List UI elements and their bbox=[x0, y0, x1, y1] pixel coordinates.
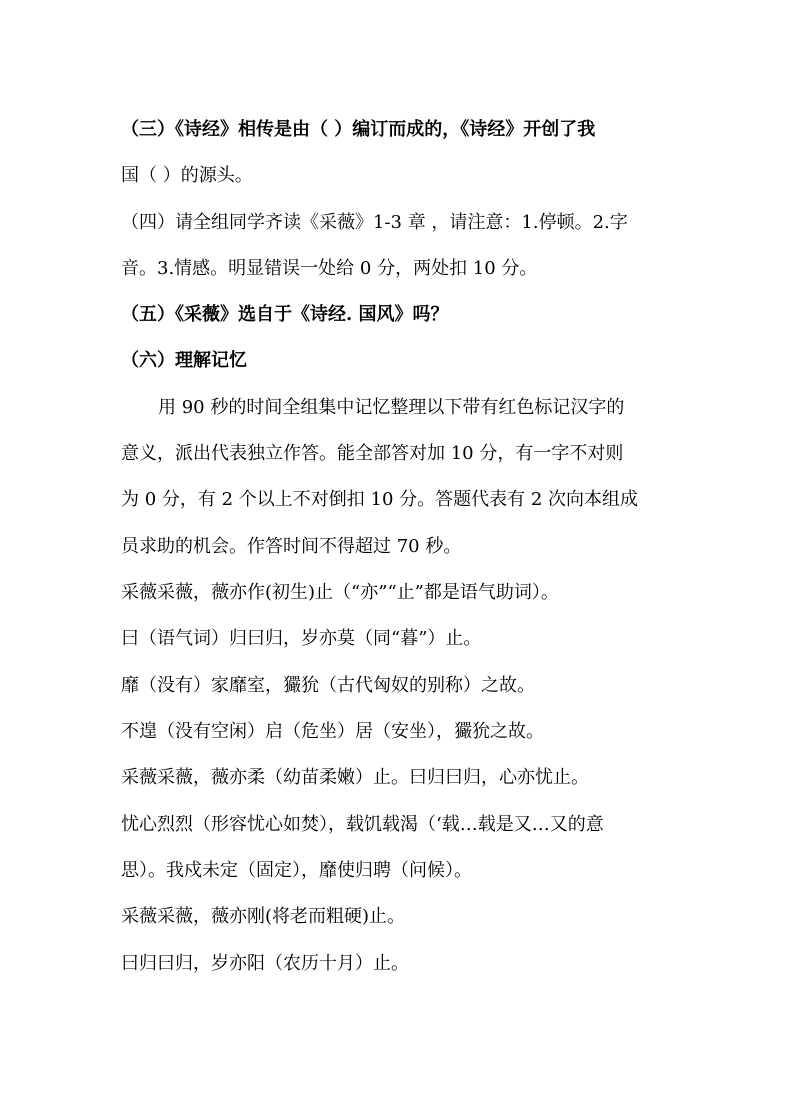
instruction-line-1: 用 90 秒的时间全组集中记忆整理以下带有红色标记汉字的 bbox=[158, 397, 625, 418]
question-three-line-2: 国（ ）的源头。 bbox=[121, 165, 253, 186]
instruction-line-4: 员求助的机会。作答时间不得超过 70 秒。 bbox=[121, 536, 462, 557]
poem-note-line-9: 曰归曰归，岁亦阳（农历十月）止。 bbox=[121, 953, 409, 974]
poem-note-line-2: 曰（语气词）归曰归，岁亦莫（同“暮”）止。 bbox=[121, 628, 482, 649]
question-four-line-2: 音。3.情感。明显错误一处给 0 分，两处扣 10 分。 bbox=[121, 258, 538, 279]
poem-note-line-1: 采薇采薇，薇亦作(初生)止（“亦”“止”都是语气助词）。 bbox=[121, 582, 559, 603]
poem-note-line-6: 忧心烈烈（形容忧心如焚），载饥载渴（‘载…载是又…又的意 bbox=[121, 814, 604, 835]
poem-note-line-8: 采薇采薇，薇亦刚(将老而粗硬)止。 bbox=[121, 906, 406, 927]
poem-note-line-4: 不遑（没有空闲）启（危坐）居（安坐），玁狁之故。 bbox=[121, 721, 544, 742]
poem-note-line-5: 采薇采薇，薇亦柔（幼苗柔嫩）止。曰归曰归，心亦忧止。 bbox=[121, 767, 589, 788]
section-six-heading: （六）理解记忆 bbox=[121, 350, 247, 371]
poem-note-line-7: 思）。我戍未定（固定），靡使归聘（问候）。 bbox=[121, 860, 472, 881]
question-five-line: （五）《采薇》选自于《诗经. 国风》吗？ bbox=[121, 304, 449, 325]
question-three-line-1: （三）《诗经》相传是由（ ）编订而成的，《诗经》开创了我 bbox=[121, 119, 596, 140]
question-four-line-1: （四）请全组同学齐读《采薇》1-3 章 ，请注意：1.停顿。2.字 bbox=[121, 212, 628, 233]
instruction-line-3: 为 0 分，有 2 个以上不对倒扣 10 分。答题代表有 2 次向本组成 bbox=[121, 489, 639, 510]
instruction-line-2: 意义，派出代表独立作答。能全部答对加 10 分，有一字不对则 bbox=[121, 443, 624, 464]
poem-note-line-3: 靡（没有）家靡室，玁狁（古代匈奴的别称）之故。 bbox=[121, 675, 535, 696]
